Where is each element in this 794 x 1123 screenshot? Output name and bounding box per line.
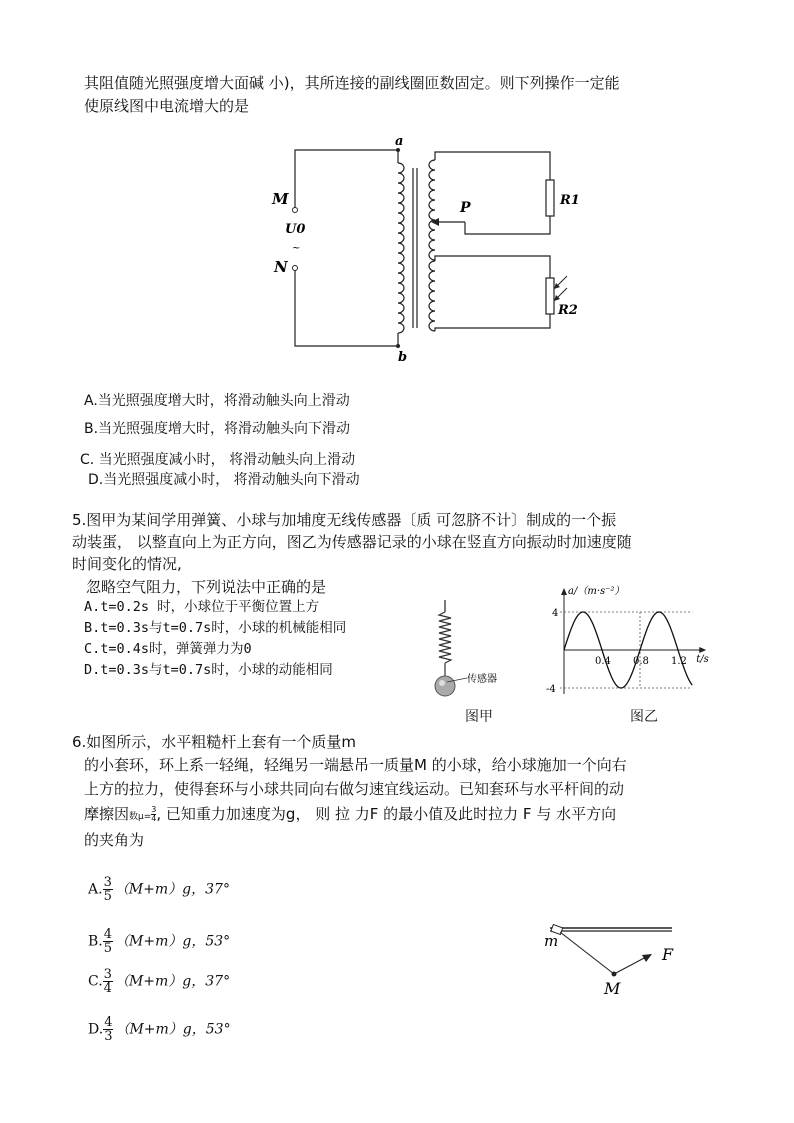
- q6-option-b: [88, 928, 230, 955]
- q6-option-a-fraction: [103, 876, 113, 903]
- label-P: P: [460, 200, 471, 216]
- q6-option-a-letter: A.: [88, 881, 103, 898]
- q6-option-a-rest: （M+m）g，37°: [114, 881, 230, 898]
- mu-text: 数μ=: [129, 812, 152, 822]
- y-tick-label: -4: [546, 684, 556, 695]
- q4-option-d: D.当光照强度减小时， 将滑动触头向下滑动: [88, 472, 360, 488]
- fig-m-label: m: [544, 932, 559, 950]
- q6-option-c-fraction: [103, 968, 113, 995]
- fig-a-caption: 图甲: [465, 709, 493, 725]
- q6-option-d-num: 4: [104, 1015, 113, 1030]
- q6-option-d: [88, 1016, 231, 1043]
- y-tick-label: 4: [552, 608, 559, 619]
- q6-option-b-fraction: [103, 928, 113, 955]
- y-axis-label: a/（m·s⁻²）: [568, 586, 625, 597]
- q5-option-b: B.t=0.3s与t=0.7s时，小球的机械能相同: [84, 620, 347, 636]
- label-M: M: [272, 190, 289, 208]
- label-R1: R1: [560, 193, 580, 208]
- x-axis-label: t/s: [696, 654, 709, 665]
- q6-line-4-b: , 已知重力加速度为g， 则 拉 力F 的最小值及此时拉力 F 与 水平方向: [156, 805, 617, 823]
- q6-option-c-den: 4: [103, 981, 112, 996]
- q6-option-b-num: 4: [103, 927, 113, 942]
- q6-option-c-rest: （M+m）g，37°: [114, 973, 231, 990]
- label-U0: U0: [285, 222, 306, 237]
- fig-M-label: M: [604, 979, 621, 998]
- q6-option-b-rest: （M+m）g，53°: [115, 933, 231, 950]
- q6-option-b-den: 5: [103, 941, 113, 956]
- q5-line-3: 时间变化的情况,: [72, 555, 182, 573]
- q6-line-4-a: 摩擦因: [84, 805, 130, 823]
- q6-line-4: [84, 804, 616, 827]
- intro-line-1: 其阻值随光照强度增大面碱 小)，其所连接的副线圈匝数固定。则下列操作一定能: [84, 74, 620, 92]
- q6-option-d-fraction: [103, 1016, 113, 1043]
- q5-line-2: 动装蛋， 以整直向上为正方向，图乙为传感器记录的小球在竖直方向振动时加速度随: [72, 533, 632, 551]
- q4-option-a: A.当光照强度增大时，将滑动触头向上滑动: [84, 393, 350, 409]
- x-axis-arrow: [699, 647, 706, 653]
- q6-option-c-letter: C.: [88, 973, 103, 990]
- q6-line-3: 上方的拉力，使得套环与小球共同向右做匀速宜线运动。已知套环与水平杆间的动: [84, 780, 625, 798]
- label-N: N: [274, 258, 288, 276]
- q6-line-5: 的夹角为: [84, 831, 145, 849]
- q6-line-2: 的小套环，环上系一轻绳，轻绳另一端悬吊一质量M 的小球，给小球施加一个向右: [84, 756, 627, 774]
- q6-option-b-letter: B.: [88, 933, 103, 950]
- q5-line-4: 忽略空气阻力，下列说法中正确的是: [86, 578, 327, 596]
- q5-option-d: D.t=0.3s与t=0.7s时，小球的动能相同: [84, 662, 333, 678]
- x-tick-label: 1.2: [671, 656, 687, 667]
- q6-option-d-rest: （M+m）g，53°: [115, 1021, 231, 1038]
- rod-ring-figure: [538, 916, 688, 1006]
- x-tick-label: 0.4: [595, 656, 611, 667]
- q5-option-c: C.t=0.4s时，弹簧弹力为0: [84, 641, 252, 657]
- q4-option-b: B.当光照强度增大时，将滑动触头向下滑动: [84, 421, 351, 437]
- q6-line-1: 6.如图所示，水平粗糙杆上套有一个质量m: [72, 733, 356, 751]
- mu-numerator: 3: [151, 805, 157, 814]
- x-tick-label: 0.8: [633, 656, 649, 667]
- label-R2: R2: [558, 303, 578, 318]
- q6-option-a-den: 5: [103, 889, 112, 904]
- ac-symbol: ~: [292, 243, 301, 254]
- fig-b-caption: 图乙: [630, 709, 658, 725]
- q4-option-c: C. 当光照强度减小时， 将滑动触头向上滑动: [80, 452, 356, 468]
- q5-option-a: A.t=0.2s 时，小球位于平衡位置上方: [84, 599, 320, 615]
- q6-option-c: [88, 968, 230, 995]
- q6-option-d-den: 3: [104, 1029, 113, 1044]
- label-a: a: [395, 134, 404, 149]
- q6-option-d-letter: D.: [88, 1021, 104, 1038]
- q6-option-c-num: 3: [103, 967, 112, 982]
- q5-line-1: 5.图甲为某间学用弹簧、小球与加埔度无线传感器〔质 可忽脐不计〕制成的一个振: [72, 511, 617, 529]
- q6-option-a-num: 3: [103, 875, 112, 890]
- mu-denominator: 4: [151, 814, 157, 823]
- q6-option-a: [88, 876, 230, 903]
- acceleration-chart: [530, 580, 710, 698]
- sensor-label: 传感器: [467, 674, 497, 685]
- fig-F-label: F: [662, 945, 674, 964]
- intro-line-2: 使原线图中电流增大的是: [84, 97, 250, 115]
- y-axis-arrow: [561, 588, 567, 595]
- transformer-circuit: [260, 128, 590, 368]
- label-b: b: [398, 350, 408, 365]
